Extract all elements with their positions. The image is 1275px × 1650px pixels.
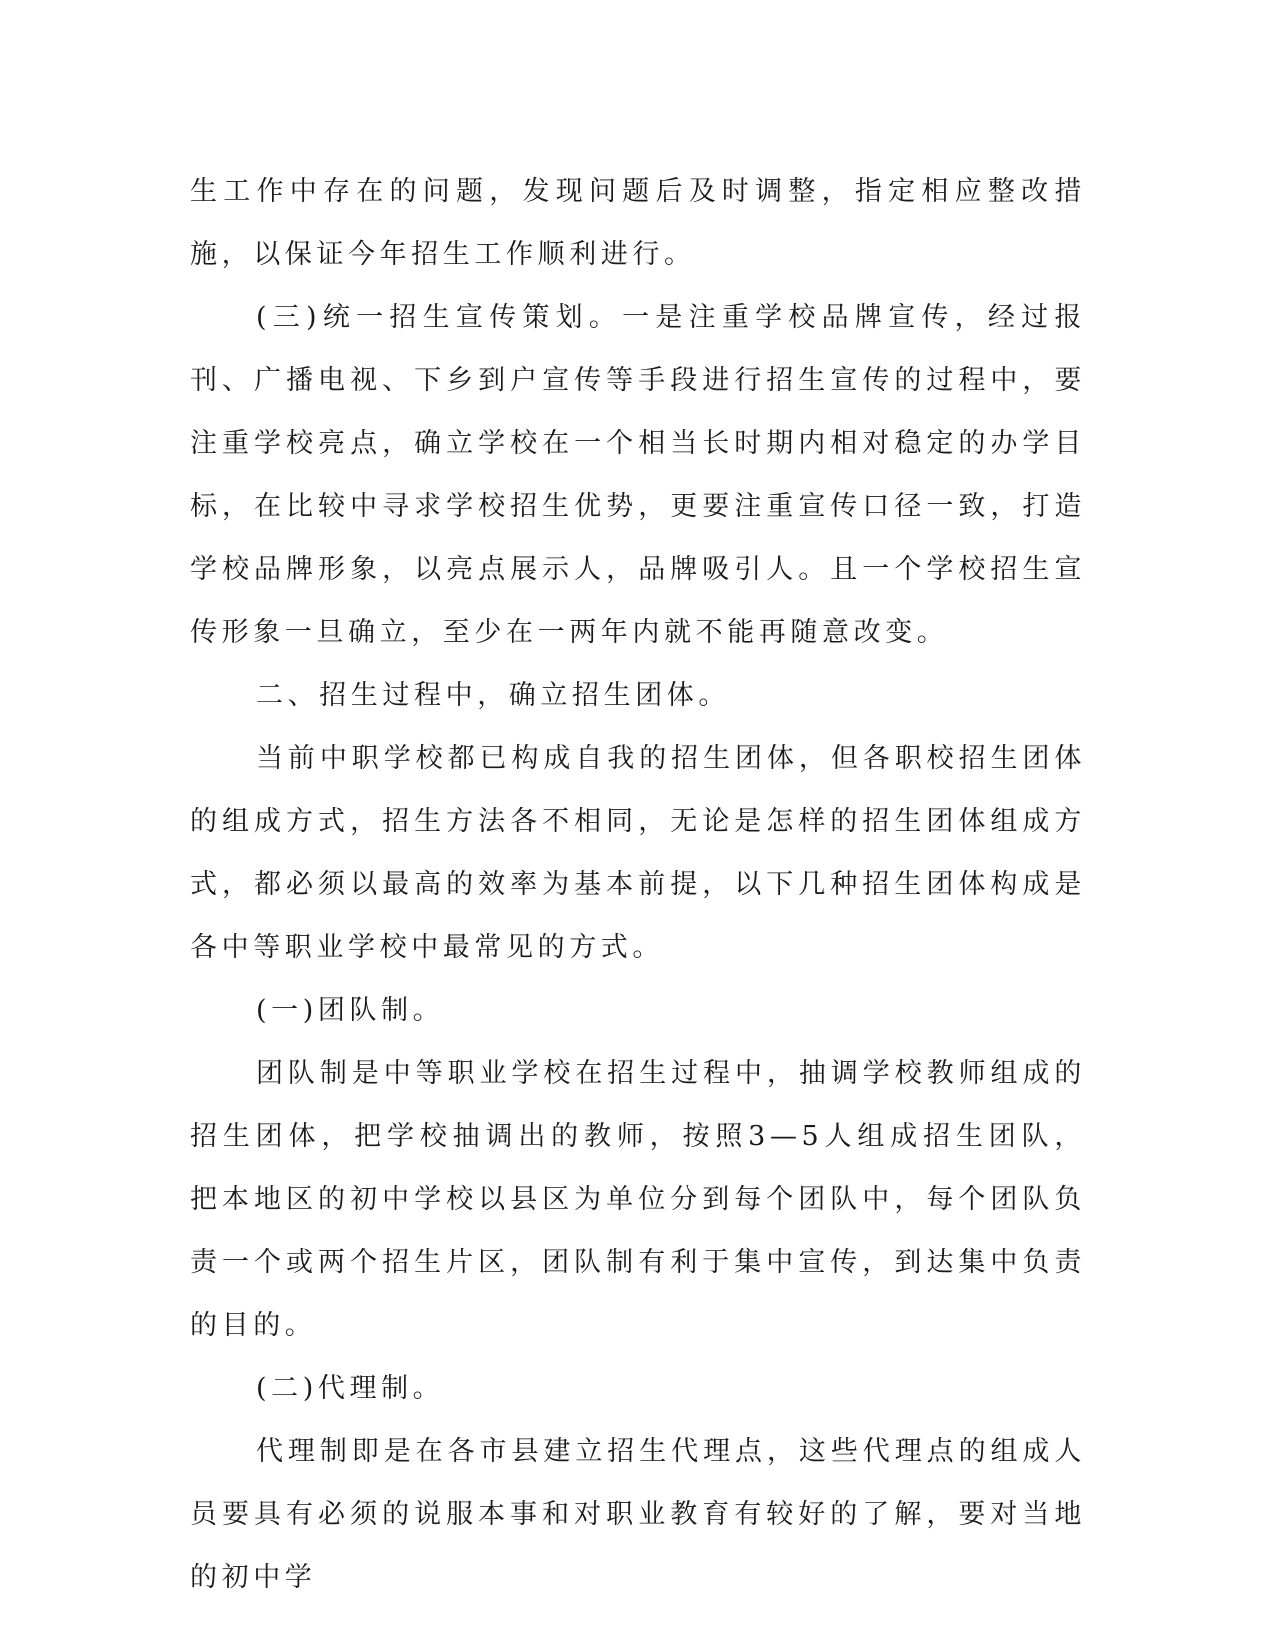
paragraph-5: 代理制即是在各市县建立招生代理点，这些代理点的组成人员要具有必须的说服本事和对职业教育有较好的了解，要对当地的初中学 — [190, 1436, 1086, 1593]
paragraph-3: 当前中职学校都已构成自我的招生团体，但各职校招生团体的组成方式，招生方法各不相同，无论是怎样的招生团体组成方式，都必须以最高的效率为基本前提，以下几种招生团体构成是各中等职业学校中最常见的方式。 — [190, 743, 1086, 963]
paragraph-2: (三)统一招生宣传策划。一是注重学校品牌宣传，经过报刊、广播电视、下乡到户宣传等手段进行招生宣传的过程中，要注重学校亮点，确立学校在一个相当长时期内相对稳定的办学目标，在比较中寻求学校招生优势，更要注重宣传口径一致，打造学校品牌形象，以亮点展示人，品牌吸引人。且一个学校招生宣传形象一旦确立，至少在一两年内就不能再随意改变。 — [190, 302, 1086, 648]
subheading-team-system: (一)团队制。 — [256, 995, 445, 1026]
section-heading-2: 二、招生过程中，确立招生团体。 — [256, 680, 730, 711]
paragraph-1: 生工作中存在的问题，发现问题后及时调整，指定相应整改措施，以保证今年招生工作顺利进行。 — [190, 176, 1086, 270]
subheading-agency-system: (二)代理制。 — [256, 1373, 445, 1404]
paragraph-4: 团队制是中等职业学校在招生过程中，抽调学校教师组成的招生团体，把学校抽调出的教师，按照3—5人组成招生团队，把本地区的初中学校以县区为单位分到每个团队中，每个团队负责一个或两个招生片区，团队制有利于集中宣传，到达集中负责的目的。 — [190, 1058, 1086, 1341]
document-body — [190, 160, 1086, 1609]
